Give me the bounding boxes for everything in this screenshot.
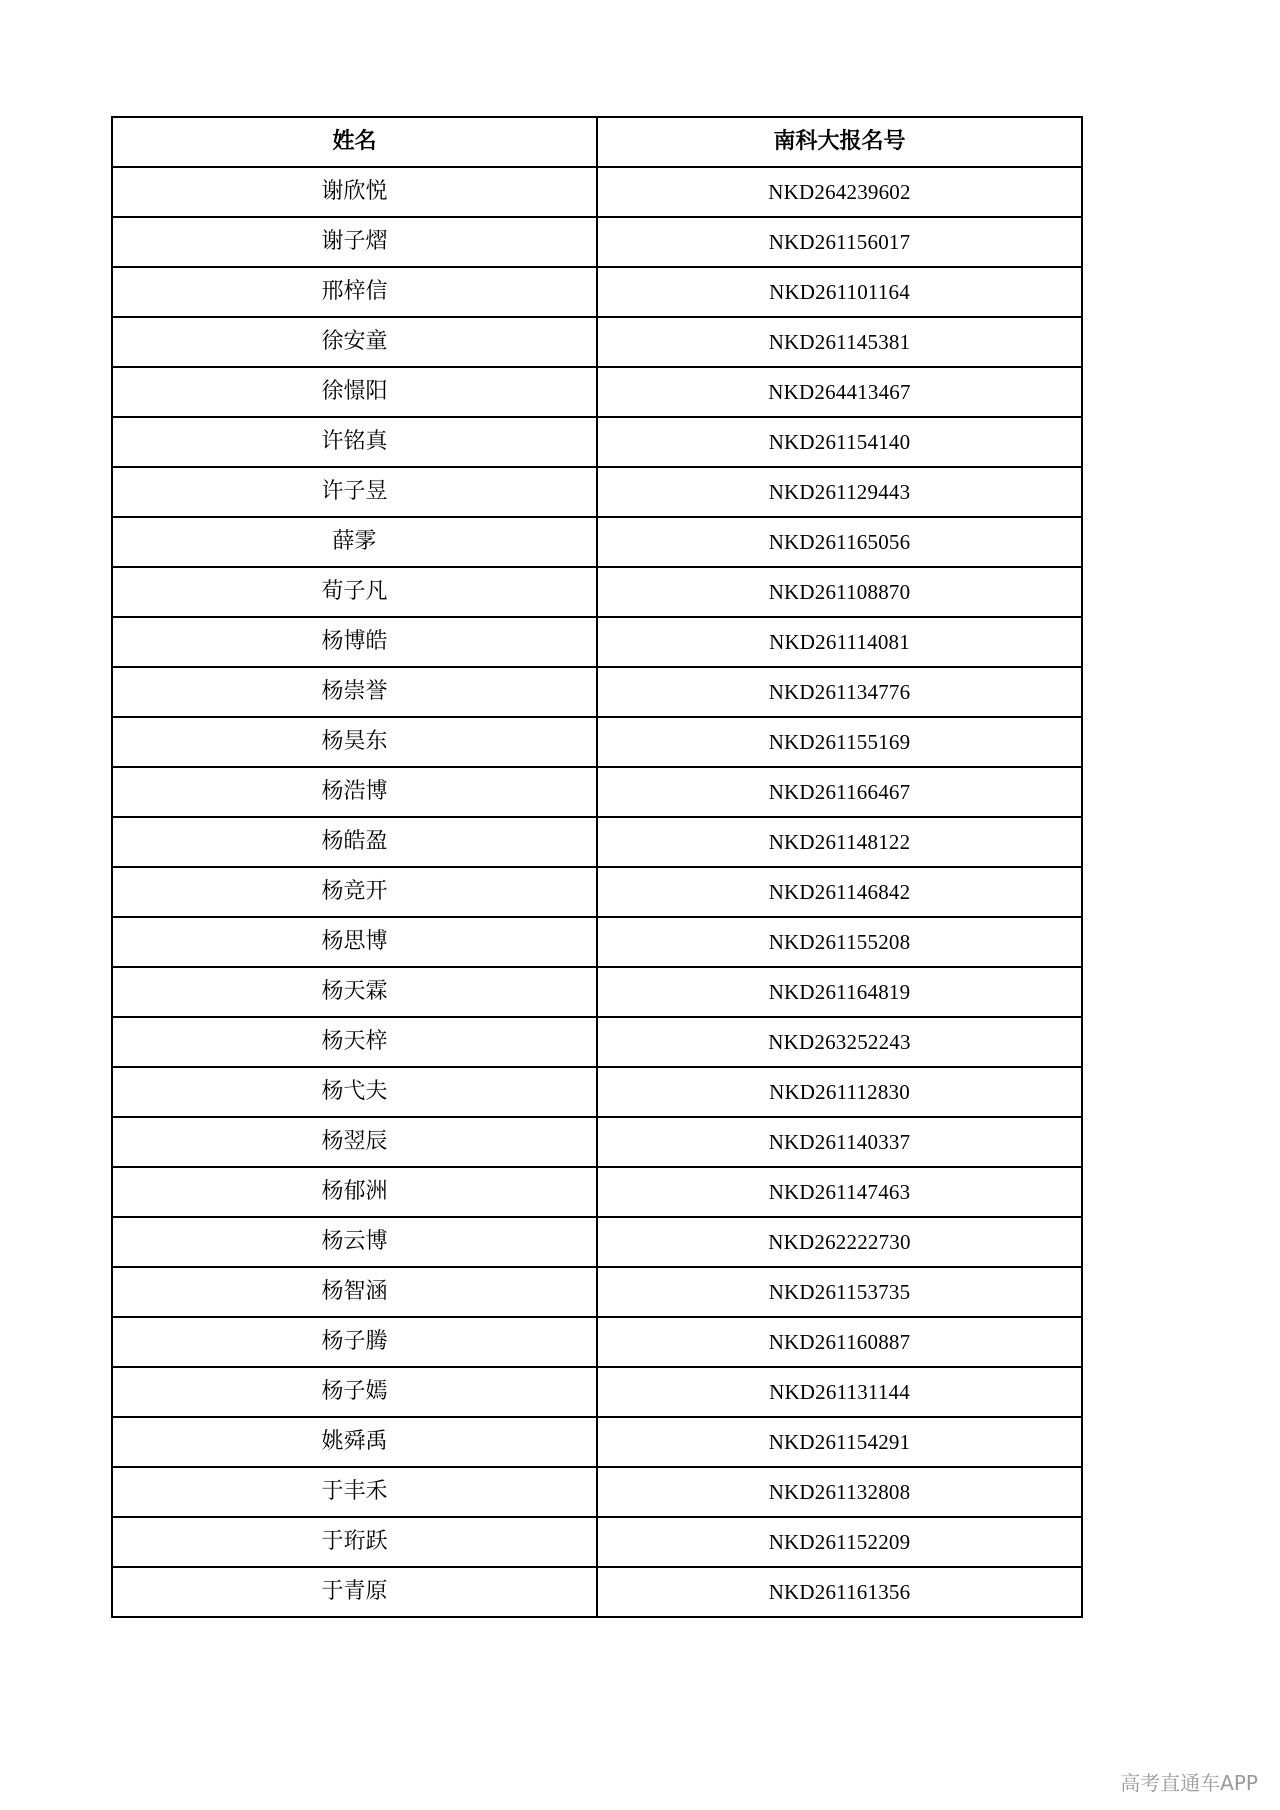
student-name: 杨子腾	[112, 1317, 597, 1367]
table-row	[112, 1117, 1082, 1167]
registration-number: NKD261140337	[597, 1117, 1082, 1167]
table-row	[112, 467, 1082, 517]
header-name: 姓名	[112, 117, 597, 167]
student-name: 邢梓信	[112, 267, 597, 317]
admission-table	[111, 116, 1083, 1618]
registration-number: NKD261156017	[597, 217, 1082, 267]
registration-number: NKD264413467	[597, 367, 1082, 417]
table-row	[112, 667, 1082, 717]
registration-number: NKD261134776	[597, 667, 1082, 717]
table-row	[112, 1467, 1082, 1517]
registration-number: NKD261101164	[597, 267, 1082, 317]
registration-number: NKD261166467	[597, 767, 1082, 817]
registration-number: NKD261148122	[597, 817, 1082, 867]
table-row	[112, 1017, 1082, 1067]
table-body	[112, 167, 1082, 1617]
student-name: 杨弋夫	[112, 1067, 597, 1117]
registration-number: NKD261131144	[597, 1367, 1082, 1417]
registration-number: NKD261147463	[597, 1167, 1082, 1217]
table-row	[112, 367, 1082, 417]
student-name: 杨子嫣	[112, 1367, 597, 1417]
registration-number: NKD261114081	[597, 617, 1082, 667]
table-row	[112, 1167, 1082, 1217]
table-row	[112, 817, 1082, 867]
table-row	[112, 1417, 1082, 1467]
student-name: 许子昱	[112, 467, 597, 517]
table-row	[112, 1267, 1082, 1317]
registration-number: NKD261154291	[597, 1417, 1082, 1467]
table-row	[112, 1517, 1082, 1567]
registration-number: NKD261152209	[597, 1517, 1082, 1567]
registration-number: NKD261165056	[597, 517, 1082, 567]
table-row	[112, 167, 1082, 217]
registration-number: NKD261145381	[597, 317, 1082, 367]
student-name: 杨崇誉	[112, 667, 597, 717]
student-name: 徐憬阳	[112, 367, 597, 417]
table-row	[112, 567, 1082, 617]
student-name: 徐安童	[112, 317, 597, 367]
student-name: 荀子凡	[112, 567, 597, 617]
table-row	[112, 717, 1082, 767]
student-name: 谢子熠	[112, 217, 597, 267]
table-row	[112, 1567, 1082, 1617]
student-name: 于珩跃	[112, 1517, 597, 1567]
student-name: 杨翌辰	[112, 1117, 597, 1167]
registration-number: NKD261108870	[597, 567, 1082, 617]
registration-number: NKD261153735	[597, 1267, 1082, 1317]
table-row	[112, 917, 1082, 967]
registration-number: NKD263252243	[597, 1017, 1082, 1067]
registration-number: NKD261155169	[597, 717, 1082, 767]
table-header	[112, 117, 1082, 167]
table-row	[112, 767, 1082, 817]
registration-number: NKD261160887	[597, 1317, 1082, 1367]
student-name: 杨竞开	[112, 867, 597, 917]
registration-number: NKD261112830	[597, 1067, 1082, 1117]
registration-number: NKD261146842	[597, 867, 1082, 917]
registration-number: NKD264239602	[597, 167, 1082, 217]
registration-number: NKD261129443	[597, 467, 1082, 517]
student-name: 杨思博	[112, 917, 597, 967]
student-name: 许铭真	[112, 417, 597, 467]
student-name: 杨昊东	[112, 717, 597, 767]
student-name: 薛雺	[112, 517, 597, 567]
watermark-text: 高考直通车APP	[1120, 1771, 1258, 1795]
registration-number: NKD261155208	[597, 917, 1082, 967]
table-row	[112, 317, 1082, 367]
student-name: 于青原	[112, 1567, 597, 1617]
registration-number: NKD261154140	[597, 417, 1082, 467]
table-row	[112, 417, 1082, 467]
student-name: 于丰禾	[112, 1467, 597, 1517]
table-row	[112, 267, 1082, 317]
table-row	[112, 1217, 1082, 1267]
table-row	[112, 967, 1082, 1017]
student-name: 杨天霖	[112, 967, 597, 1017]
student-name: 杨云博	[112, 1217, 597, 1267]
registration-number: NKD261132808	[597, 1467, 1082, 1517]
student-name: 杨博皓	[112, 617, 597, 667]
header-registration-number: 南科大报名号	[597, 117, 1082, 167]
student-name: 杨郁洲	[112, 1167, 597, 1217]
student-name: 杨智涵	[112, 1267, 597, 1317]
table-row	[112, 617, 1082, 667]
registration-number: NKD261164819	[597, 967, 1082, 1017]
student-name: 杨天梓	[112, 1017, 597, 1067]
table-row	[112, 1317, 1082, 1367]
student-name: 杨皓盈	[112, 817, 597, 867]
table-row	[112, 867, 1082, 917]
student-name: 姚舜禹	[112, 1417, 597, 1467]
table-row	[112, 1367, 1082, 1417]
table-row	[112, 217, 1082, 267]
registration-number: NKD262222730	[597, 1217, 1082, 1267]
table-row	[112, 1067, 1082, 1117]
student-name: 谢欣悦	[112, 167, 597, 217]
registration-number: NKD261161356	[597, 1567, 1082, 1617]
table-row	[112, 517, 1082, 567]
student-name: 杨浩博	[112, 767, 597, 817]
header-row	[112, 117, 1082, 167]
